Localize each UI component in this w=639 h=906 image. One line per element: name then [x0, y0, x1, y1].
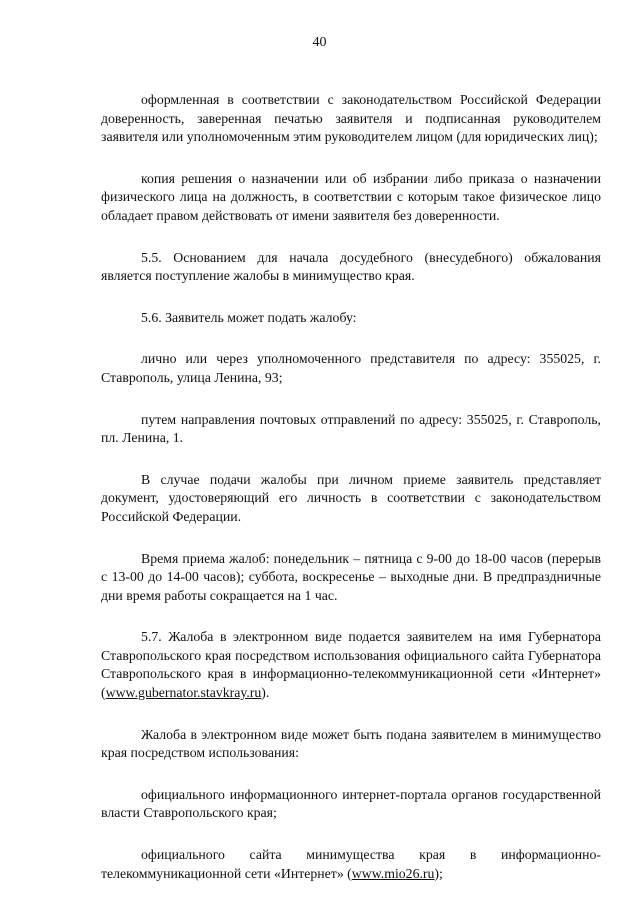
paragraph-5-6: 5.6. Заявитель может подать жалобу: — [141, 309, 357, 325]
paragraph-in-person-address: лично или через уполномоченного представителя по адресу: 355025, г. Ставрополь, улица Ленина, 93; — [101, 351, 601, 385]
paragraph-ministry-site-end: ); — [434, 865, 443, 881]
paragraph-5-7 — [101, 628, 601, 702]
paragraph-postal-address: путем направления почтовых отправлений по адресу: 355025, г. Ставрополь, пл. Ленина, 1. — [101, 411, 601, 446]
paragraph-ministry-site-text: официального сайта минимущества края в информационно-телекоммуникационной сети «Интернет» ( — [101, 847, 601, 881]
paragraph-5-7-text: 5.7. Жалоба в электронном виде подается заявителем на имя Губернатора Ставропольского края посредством использования официального сайта Губернатора Ставропольского края в информационно-телекоммуникационной сети «Интернет» ( — [101, 629, 601, 701]
paragraph-ministry-site — [101, 846, 601, 883]
mio26-site-link[interactable]: www.mio26.ru — [351, 865, 435, 881]
paragraph-5-5: 5.5. Основанием для начала досудебного (внесудебного) обжалования является поступление жалобы в минимущество края. — [101, 249, 601, 284]
paragraph-appointment-decision: копия решения о назначении или об избрании либо приказа о назначении физического лица на должность, в соответствии с которым такое физическое лицо обладает правом действовать от имени заявителя без доверенности. — [101, 170, 601, 223]
document-body — [101, 91, 601, 906]
paragraph-reception-hours: Время приема жалоб: понедельник – пятница с 9-00 до 18-00 часов (перерыв с 13-00 до 14-00 часов); суббота, воскресенье – выходные дни. В предпраздничные дни время работы сокращается на 1 час. — [101, 550, 601, 603]
paragraph-identity-document: В случае подачи жалобы при личном приеме заявитель представляет документ, удостоверяющий его личность в соответствии с законодательством Российской Федерации. — [101, 471, 601, 524]
page-number: 40 — [312, 35, 327, 50]
gubernator-site-link[interactable]: www.gubernator.stavkray.ru — [105, 685, 262, 701]
paragraph-power-of-attorney: оформленная в соответствии с законодательством Российской Федерации доверенность, заверенная печатью заявителя и подписанная руководителем заявителя или уполномоченным этим руководителем лицом (для юридических лиц); — [101, 92, 601, 145]
paragraph-5-7-end: ). — [261, 685, 270, 701]
paragraph-official-portal: официального информационного интернет-портала органов государственной власти Ставропольского края; — [101, 786, 601, 821]
paragraph-electronic-complaint: Жалоба в электронном виде может быть подана заявителем в минимущество края посредством использования: — [101, 726, 601, 761]
